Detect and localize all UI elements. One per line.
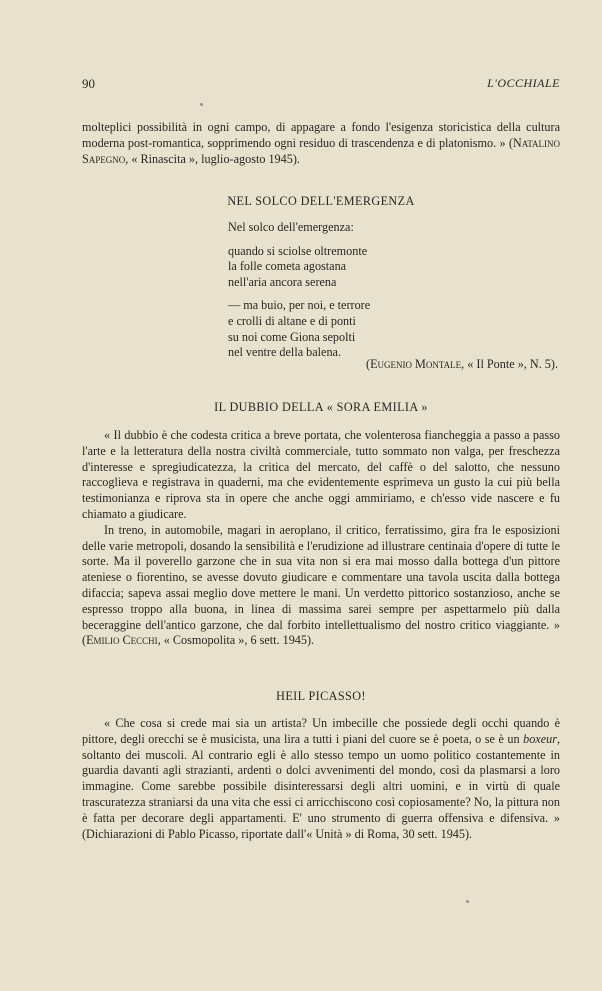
intro-text: molteplici possibilità in ogni campo, di appagare a fondo l'esigenza storicistica della cultura moderna post-romantica, sopprimendo ogni residuo di trascendenza e di platonismo. » ( — [82, 120, 560, 150]
ink-speck — [200, 103, 203, 106]
poem-line: la folle cometa agostana — [228, 259, 347, 274]
picasso-text-2: , soltanto dei muscoli. Al contrario egli è allo stesso tempo un uomo politico costantemente in guardia davanti agli strazianti, ardenti o dolci avvenimenti del mondo, così da plasmarsi a loro immagine. Come sarebbe possibile disinteressarsi degli altri uomini, e in virtù di quale trascuratezza straniarsi da una vita che essi ci arricchiscono così copiosamente? No, la pittura non è fatta per decorare degli appartamenti. E' uno strumento di guerra offensiva e difensiva. » (Dichiarazioni di Pablo Picasso, riportate dall'« Unità » di Roma, 30 sett. 1945). — [82, 731, 560, 841]
picasso-italic-word: boxeur — [523, 731, 557, 746]
poem-attribution — [366, 357, 558, 372]
poem-stanza — [228, 244, 548, 291]
section-title-heil-picasso: HEIL PICASSO! — [276, 689, 366, 703]
picasso-text-1: « Che cosa si crede mai sia un artista? Un imbecille che possiede degli occhi quando è pittore, degli orecchi se è musicista, una lira a tutti i piani del cuore se è poeta, o se è un — [82, 716, 560, 746]
section-title-dubbio: IL DUBBIO DELLA « SORA EMILIA » — [214, 400, 428, 414]
dubbio-paragraph-1: « Il dubbio è che codesta critica a breve portata, che volenterosa fiancheggia a passo a passo l'arte e la letteratura della nostra civiltà commerciale, tutto sommato non valga, per freschezza d'interesse e spregiudicatezza, la critica del mercato, del caffè o del salotto, che nessuno raccoglieva e registrava in quaderni, ma che evidentemente esprimeva un gusto la cui più bella testimonianza e riprova sta in opere che anche oggi ammiriamo, e ch'esso vide nascere e fu chiamato a giudicare. — [82, 428, 560, 521]
poem-stanza — [228, 220, 548, 236]
dubbio-source: , « Cosmopolita », 6 sett. 1945). — [157, 633, 315, 648]
intro-source: , « Rinascita », luglio-agosto 1945). — [125, 151, 300, 166]
page-header — [82, 76, 560, 94]
attribution-author: Eugenio Montale — [370, 357, 462, 371]
poem-line: — ma buio, per noi, e terrore — [228, 298, 371, 313]
poem-line: quando si sciolse oltremonte — [228, 243, 368, 258]
poem-stanza — [228, 298, 548, 360]
attribution-source: , « Il Ponte », N. 5). — [461, 357, 558, 371]
intro-author: Natalino Sapegno — [82, 135, 560, 166]
section-title-nel-solco: NEL SOLCO DELL'EMERGENZA — [227, 194, 415, 208]
poem — [228, 220, 548, 369]
intro-paragraph — [82, 120, 560, 167]
poem-line: Nel solco dell'emergenza: — [228, 220, 354, 234]
picasso-body — [82, 716, 560, 842]
attribution-open: ( — [366, 357, 371, 371]
running-title: L'OCCHIALE — [487, 76, 560, 90]
dubbio-body — [82, 428, 560, 649]
dubbio-author: Emilio Cecchi — [86, 633, 158, 648]
picasso-paragraph — [82, 716, 560, 842]
ink-speck — [466, 900, 469, 903]
dubbio-paragraph-2-text: In treno, in automobile, magari in aeroplano, il critico, ferratissimo, gira fra le esposizioni delle varie metropoli, dosando la sensibilità e l'erudizione ad illustrare centinaia d'opere di tutte le sorte. Ma il poverello garzone che in sua vita non si era mai mosso dalla bottega d'un pittore ateniese o fiorentino, se avesse dovuto giudicare e commentare una tavola uscita dalla bottega difaccia; sapeva assai meglio dove mettere le mani. Un verdetto pittorico sostanzioso, anche se espresso troppo alla buona, in linea di massima sarei sempre per aspettarmelo più dalla beceraggine dell'antico garzone, che dal forbito intellettualismo del nostro critico viaggiante. » ( — [82, 522, 560, 648]
poem-line: nell'aria ancora serena — [228, 274, 337, 289]
dubbio-paragraph-2 — [82, 523, 560, 649]
page-number: 90 — [82, 76, 95, 91]
poem-line: su noi come Giona sepolti — [228, 329, 356, 344]
poem-line: e crolli di altane e di ponti — [228, 313, 356, 328]
poem-line: nel ventre della balena. — [228, 345, 342, 360]
